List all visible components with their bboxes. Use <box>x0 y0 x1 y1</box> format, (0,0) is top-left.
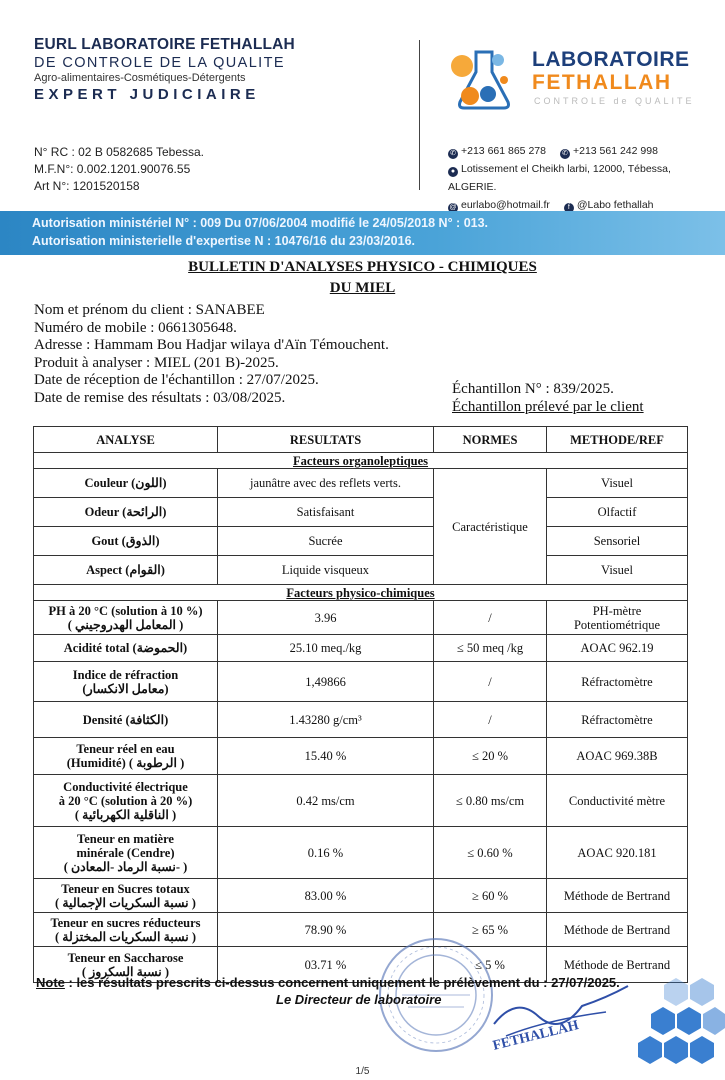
method-cell: Sensoriel <box>547 527 688 556</box>
authorization-1: Autorisation ministériel N° : 009 Du 07/06/2004 modifié le 24/05/2018 N° : 013. <box>32 216 489 230</box>
phone-icon: ✆ <box>560 149 570 159</box>
table-row <box>34 738 688 775</box>
authorization-band <box>0 211 725 255</box>
contact-info <box>448 142 718 214</box>
col-header-resultats: RESULTATS <box>218 427 434 453</box>
client-info <box>34 302 389 408</box>
result-cell: Satisfaisant <box>218 498 434 527</box>
method-cell: PH-mètre Potentiométrique <box>547 601 688 635</box>
analyse-cell: Teneur en Saccharose ( نسبة السكروز ) <box>34 947 218 983</box>
analyse-cell: Aspect (القوام) <box>34 556 218 585</box>
analyse-cell: Couleur (اللون) <box>34 469 218 498</box>
analyse-cell: Teneur en matière minérale (Cendre) ( نسبة الرماد -المعادن- ) <box>34 827 218 879</box>
norme-cell: ≤ 20 % <box>434 738 547 775</box>
result-cell: 0.42 ms/cm <box>218 775 434 827</box>
company-block <box>34 36 334 103</box>
lab-logo <box>446 44 706 114</box>
note-text: : les résultats prescrits ci-dessus concernent uniquement le prélèvement du : 27/07/2025. <box>64 975 620 990</box>
company-subtitle: DE CONTROLE DE LA QUALITE <box>34 55 285 71</box>
method-cell: Visuel <box>547 556 688 585</box>
method-cell: Conductivité mètre <box>547 775 688 827</box>
client-mobile: Numéro de mobile : 0661305648. <box>34 319 237 336</box>
client-name: Nom et prénom du client : SANABEE <box>34 302 265 318</box>
product: Produit à analyser : MIEL (201 B)-2025. <box>34 354 279 371</box>
address: Lotissement el Cheikh larbi, 12000, Tébessa, ALGERIE. <box>448 163 671 193</box>
section-physico: Facteurs physico-chimiques <box>34 585 688 601</box>
table-row <box>34 702 688 738</box>
header-divider <box>419 40 420 190</box>
col-header-normes: NORMES <box>434 427 547 453</box>
result-cell: 1.43280 g/cm³ <box>218 702 434 738</box>
method-cell: AOAC 969.38B <box>547 738 688 775</box>
result-cell: 03.71 % <box>218 947 434 983</box>
norme-cell: / <box>434 702 547 738</box>
table-row <box>34 775 688 827</box>
mfn-number: M.F.N°: 0.002.1201.90076.55 <box>34 162 191 176</box>
analyse-cell: PH à 20 °C (solution à 10 %) ( المعامل الهدروجيني ) <box>34 601 218 635</box>
section-organoleptic: Facteurs organoleptiques <box>34 453 688 469</box>
analyse-cell: Odeur (الرائحة) <box>34 498 218 527</box>
art-number: Art N°: 1201520158 <box>34 179 140 193</box>
table-row <box>34 879 688 913</box>
hexagon-decoration-icon <box>626 972 725 1072</box>
method-cell: Olfactif <box>547 498 688 527</box>
norme-cell: Caractéristique <box>434 469 547 585</box>
analyse-cell: Densité (الكثافة) <box>34 702 218 738</box>
analyse-cell: Gout (الذوق) <box>34 527 218 556</box>
norme-cell: ≥ 60 % <box>434 879 547 913</box>
results-date: Date de remise des résultats : 03/08/2025. <box>34 389 286 406</box>
analyse-cell: Conductivité électrique à 20 °C (solution à 20 %) ( الناقلية الكهربائية ) <box>34 775 218 827</box>
results-table <box>33 426 688 983</box>
method-cell: Réfractomètre <box>547 702 688 738</box>
email: eurlabo@hotmail.fr <box>461 199 550 211</box>
sample-number: Échantillon N° : 839/2025. <box>452 381 614 397</box>
result-cell: 0.16 % <box>218 827 434 879</box>
result-cell: 83.00 % <box>218 879 434 913</box>
analyse-cell: Indice de réfraction (معامل الانكسار) <box>34 662 218 702</box>
table-row <box>34 556 688 585</box>
result-cell: Liquide visqueux <box>218 556 434 585</box>
analyse-cell: Teneur réel en eau (Humidité) ( الرطوبة ) <box>34 738 218 775</box>
sample-taken-by: Échantillon prélevé par le client <box>452 398 644 415</box>
rc-number: N° RC : 02 B 0582685 Tebessa. <box>34 145 205 159</box>
section-row <box>34 585 688 601</box>
method-cell: Méthode de Bertrand <box>547 947 688 983</box>
method-cell: Méthode de Bertrand <box>547 879 688 913</box>
method-cell: AOAC 920.181 <box>547 827 688 879</box>
table-row <box>34 498 688 527</box>
norme-cell: / <box>434 662 547 702</box>
result-cell: 3.96 <box>218 601 434 635</box>
bulletin-title: BULLETIN D'ANALYSES PHYSICO - CHIMIQUES <box>188 259 537 275</box>
norme-cell: ≤ 50 meq /kg <box>434 635 547 662</box>
email-icon: @ <box>449 204 457 211</box>
table-header-row <box>34 427 688 453</box>
facebook: @Labo fethallah <box>576 199 654 211</box>
table-row <box>34 469 688 498</box>
reception-date: Date de réception de l'échantillon : 27/07/2025. <box>34 372 319 389</box>
norme-cell: ≤ 5 % <box>434 947 547 983</box>
col-header-methode: METHODE/REF <box>547 427 688 453</box>
method-cell: Réfractomètre <box>547 662 688 702</box>
company-expert: EXPERT JUDICIAIRE <box>34 86 260 103</box>
table-row <box>34 827 688 879</box>
method-cell: AOAC 962.19 <box>547 635 688 662</box>
footer-note <box>36 975 620 990</box>
norme-cell: ≤ 0.80 ms/cm <box>434 775 547 827</box>
table-row <box>34 527 688 556</box>
location-icon: ● <box>448 167 458 177</box>
norme-cell: ≥ 65 % <box>434 913 547 947</box>
director-label: Le Directeur de laboratoire <box>276 992 442 1007</box>
authorization-2: Autorisation ministerielle d'expertise N : 10476/16 du 23/03/2016. <box>32 234 416 248</box>
table-row <box>34 662 688 702</box>
analyse-cell: Acidité total (الحموضة) <box>34 635 218 662</box>
client-address: Adresse : Hammam Bou Hadjar wilaya d'Aïn Témouchent. <box>34 337 389 354</box>
norme-cell: ≤ 0.60 % <box>434 827 547 879</box>
signature-name: FETHALLAH <box>491 1018 581 1054</box>
logo-text-laboratoire: LABORATOIRE <box>532 48 690 71</box>
logo-text-fethallah: FETHALLAH <box>532 71 672 94</box>
table-row <box>34 913 688 947</box>
logo-text-controle: CONTROLE de QUALITE <box>534 96 695 106</box>
company-name: EURL LABORATOIRE FETHALLAH <box>34 36 295 53</box>
table-row <box>34 601 688 635</box>
bulletin-subtitle: DU MIEL <box>329 280 396 296</box>
analyse-cell: Teneur en sucres réducteurs ( نسبة السكريات المختزلة ) <box>34 913 218 947</box>
facebook-icon: f <box>564 203 574 213</box>
col-header-analyse: ANALYSE <box>34 427 218 453</box>
sample-info <box>452 381 644 416</box>
norme-cell: / <box>434 601 547 635</box>
flask-logo-icon <box>446 44 530 114</box>
result-cell: jaunâtre avec des reflets verts. <box>218 469 434 498</box>
result-cell: 15.40 % <box>218 738 434 775</box>
phone-icon: ✆ <box>448 149 458 159</box>
analyse-cell: Teneur en Sucres totaux ( نسبة السكريات الإجمالية ) <box>34 879 218 913</box>
method-cell: Visuel <box>547 469 688 498</box>
registry-info <box>34 144 204 195</box>
note-label: Note <box>36 975 65 990</box>
phone-1: +213 661 865 278 <box>461 145 546 157</box>
result-cell: 78.90 % <box>218 913 434 947</box>
result-cell: 25.10 meq./kg <box>218 635 434 662</box>
method-cell: Méthode de Bertrand <box>547 913 688 947</box>
result-cell: Sucrée <box>218 527 434 556</box>
company-domains: Agro-alimentaires-Cosmétiques-Détergents <box>34 72 246 84</box>
result-cell: 1,49866 <box>218 662 434 702</box>
table-row <box>34 635 688 662</box>
section-row <box>34 453 688 469</box>
phone-2: +213 561 242 998 <box>572 145 658 157</box>
page-number: 1/5 <box>355 1066 370 1077</box>
